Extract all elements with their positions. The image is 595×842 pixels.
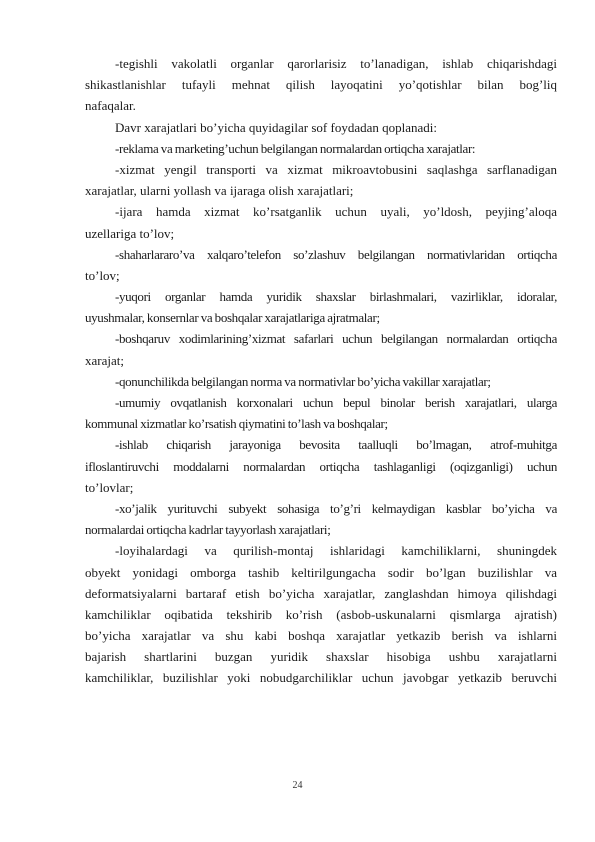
text-line: bo’yicha xarajatlar va shu kabi boshqa xarajatlar yetkazib berish va ishlarni: [85, 628, 557, 644]
text-line: shikastlanishlar tufayli mehnat qilish layoqatini yo’qotishlar bilan bog’liq: [85, 77, 557, 93]
text-line: -reklama va marketing’uchun belgilangan normalardan ortiqcha xarajatlar:: [115, 140, 476, 156]
text-line: to’lovlar;: [85, 479, 134, 495]
text-line: -ishlab chiqarish jarayoniga bevosita taalluqli bo’lmagan, atrof-muhitga: [115, 437, 557, 453]
document-body: [85, 53, 557, 689]
text-line: -shaharlararo’va xalqaro’telefon so’zlashuv belgilangan normativlaridan ortiqcha: [115, 246, 557, 262]
text-line: Davr xarajatlari bo’yicha quyidagilar sof foydadan qoplanadi:: [115, 119, 437, 135]
page-number: 24: [292, 780, 303, 791]
text-line: -xo’jalik yurituvchi subyekt sohasiga to’g’ri kelmaydigan kasblar bo’yicha va: [115, 500, 557, 516]
text-line: kamchiliklar, buzilishlar yoki nobudgarchiliklar uchun javobgar yetkazib beruvchi: [85, 670, 557, 686]
text-line: -boshqaruv xodimlarining’xizmat safarlari uchun belgilangan normalardan ortiqcha: [115, 331, 557, 347]
text-line: ifloslantiruvchi moddalarni normalardan ortiqcha tashlaganligi (oqizganligi) uchun: [85, 458, 557, 474]
text-line: xarajatlar, ularni yollash va ijaraga olish xarajatlari;: [85, 183, 354, 199]
text-line: -yuqori organlar hamda yuridik shaxslar birlashmalari, vazirliklar, idoralar,: [115, 289, 557, 305]
text-line: -ijara hamda xizmat ko’rsatganlik uchun uyali, yo’ldosh, peyjing’aloqa: [115, 204, 557, 220]
text-line: obyekt yonidagi omborga tashib keltirilgungacha sodir bo’lgan buzilishlar va: [85, 564, 557, 580]
text-line: deformatsiyalarni bartaraf etish bo’yicha xarajatlar, zanglashdan himoya qilishdagi: [85, 585, 557, 601]
text-line: nafaqalar.: [85, 98, 136, 114]
text-line: normalardai ortiqcha kadrlar tayyorlash xarajatlari;: [85, 522, 331, 538]
text-line: -tegishli vakolatli organlar qarorlarisiz to’lanadigan, ishlab chiqarishdagi: [115, 56, 557, 71]
text-line: uyushmalar, konsernlar va boshqalar xarajatlariga ajratmalar;: [85, 310, 380, 326]
text-line: -xizmat yengil transporti va xizmat mikroavtobusini saqlashga sarflanadigan: [115, 161, 557, 177]
text-line: -umumiy ovqatlanish korxonalari uchun bepul binolar berish xarajatlari, ularga: [115, 395, 557, 410]
text-line: kamchiliklar oqibatida tekshirib ko’rish (asbob-uskunalarni qismlarga ajratish): [85, 606, 557, 622]
text-line: uzellariga to’lov;: [85, 225, 175, 241]
text-line: -qonunchilikda belgilangan norma va normativlar bo’yicha vakillar xarajatlar;: [115, 373, 491, 389]
text-line: -loyihalardagi va qurilish-montaj ishlaridagi kamchiliklarni, shuningdek: [115, 543, 557, 559]
text-line: to’lov;: [85, 267, 120, 283]
text-line: xarajat;: [85, 352, 124, 368]
text-line: bajarish shartlarini buzgan yuridik shaxslar hisobiga ushbu xarajatlarni: [85, 649, 557, 665]
text-line: kommunal xizmatlar ko’rsatish qiymatini to’lash va boshqalar;: [85, 416, 388, 432]
